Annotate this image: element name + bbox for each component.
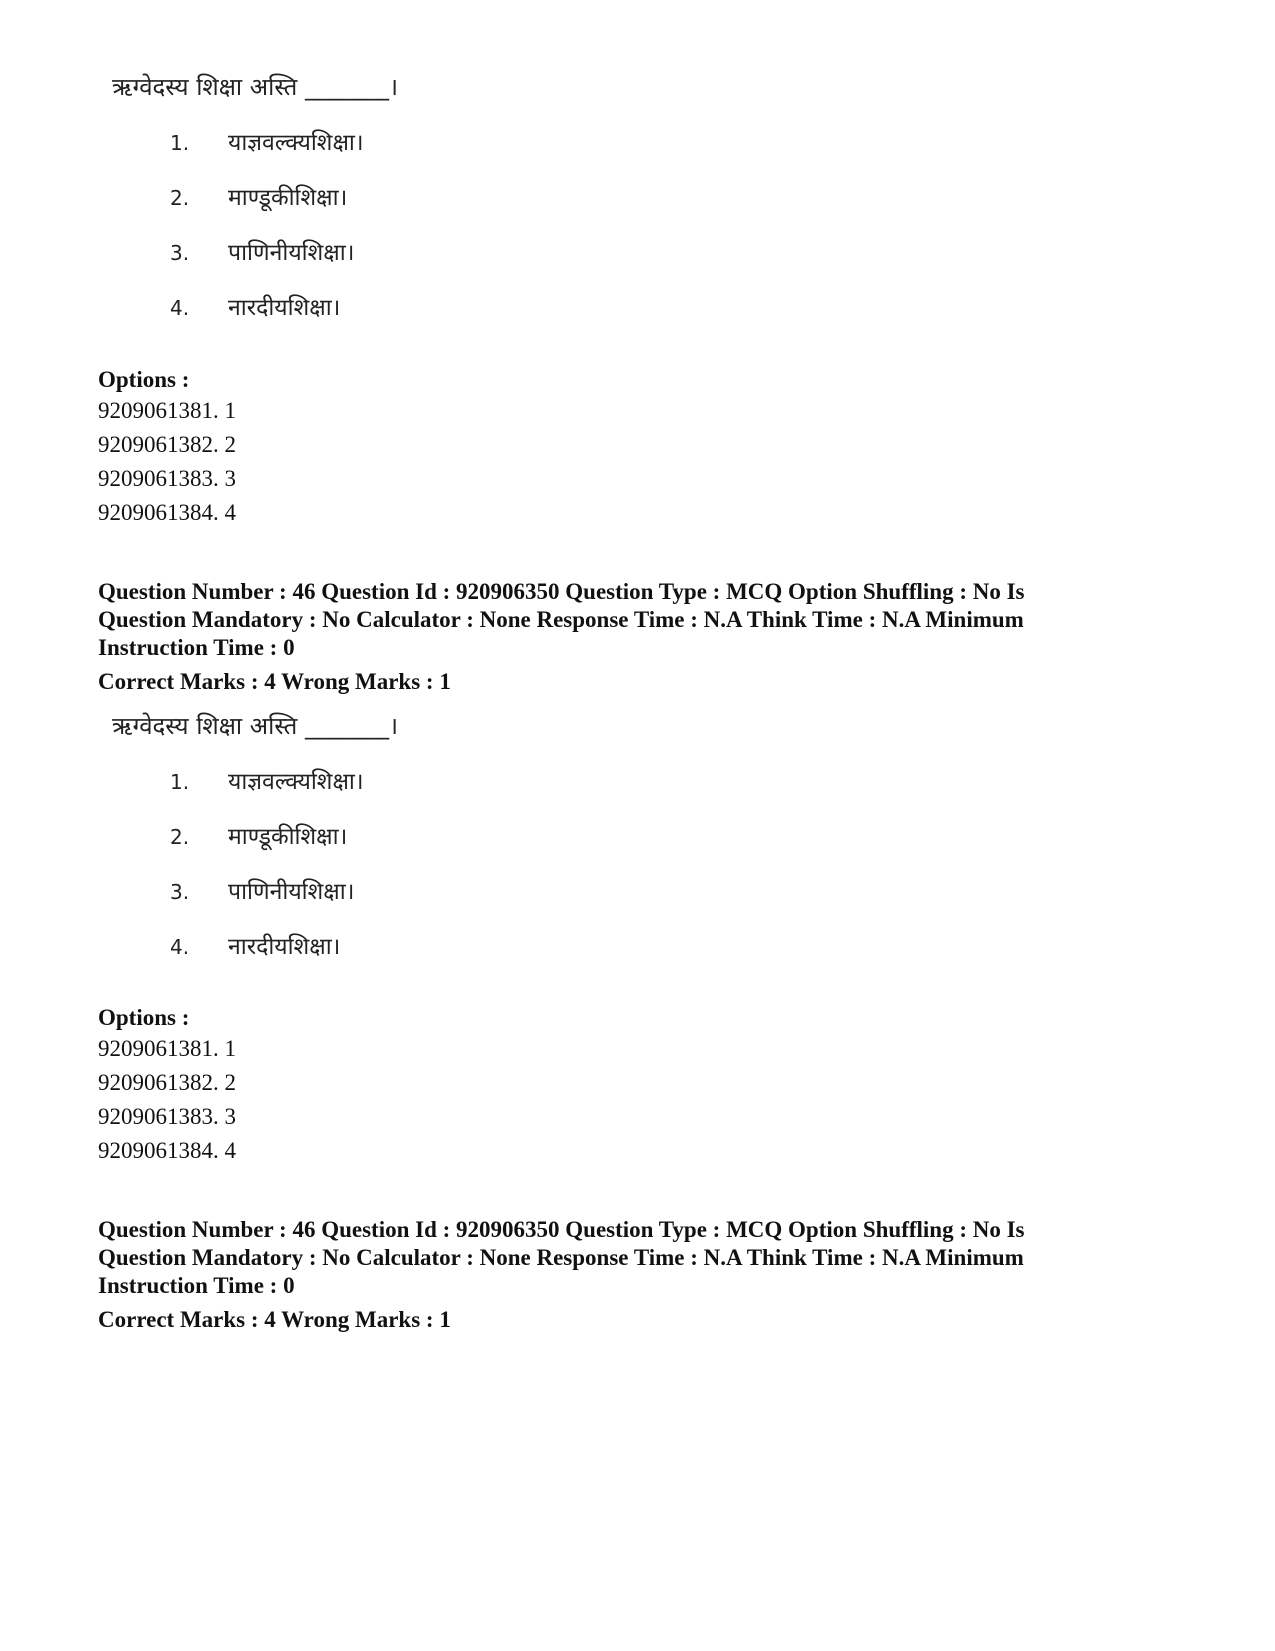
question-meta: Question Number : 46 Question Id : 920906350 Question Type : MCQ Option Shuffling : No Is Question Mandatory : No Calculator : None Response Time : N.A Think Time : N.A Minimum Instruction Time : 0 [98, 579, 1025, 660]
option-item: 9209061383. 3 [98, 466, 236, 491]
choice-item [170, 822, 347, 852]
choice-text: नारदीयशिक्षा। [228, 295, 341, 321]
options-label: Options : [98, 367, 190, 392]
choice-number: 1. [170, 131, 190, 155]
option-item: 9209061381. 1 [98, 398, 236, 423]
choice-text: याज्ञवल्क्यशिक्षा। [228, 769, 364, 795]
option-item: 9209061383. 3 [98, 1104, 236, 1129]
choice-number: 3. [170, 241, 190, 265]
question-image-1 [112, 72, 399, 321]
choice-number: 3. [170, 880, 190, 904]
choice-item [170, 238, 354, 268]
choice-text: पाणिनीयशिक्षा। [228, 240, 355, 266]
question-text: ऋग्वेदस्य शिक्षा अस्ति _______। [112, 712, 399, 740]
option-item: 9209061382. 2 [98, 1070, 236, 1095]
question-image-2 [112, 711, 399, 960]
choice-item [170, 128, 364, 158]
choice-item [170, 932, 340, 962]
options-section-1 [98, 366, 1108, 530]
question-meta: Question Number : 46 Question Id : 920906350 Question Type : MCQ Option Shuffling : No Is Question Mandatory : No Calculator : None Response Time : N.A Think Time : N.A Minimum Instruction Time : 0 [98, 1217, 1025, 1298]
option-item: 9209061384. 4 [98, 1138, 236, 1163]
question-meta-3 [98, 1216, 1108, 1334]
choice-text: माण्डूकीशिक्षा। [228, 185, 348, 211]
choice-item [170, 767, 364, 797]
question-meta-2 [98, 578, 1108, 696]
choice-text: पाणिनीयशिक्षा। [228, 879, 355, 905]
choice-text: नारदीयशिक्षा। [228, 934, 341, 960]
option-item: 9209061381. 1 [98, 1036, 236, 1061]
options-section-2 [98, 1004, 1108, 1168]
choice-number: 2. [170, 186, 190, 210]
question-marks: Correct Marks : 4 Wrong Marks : 1 [98, 1307, 451, 1332]
choice-number: 4. [170, 935, 190, 959]
option-item: 9209061382. 2 [98, 432, 236, 457]
choice-number: 1. [170, 770, 190, 794]
choice-text: माण्डूकीशिक्षा। [228, 824, 348, 850]
choice-text: याज्ञवल्क्यशिक्षा। [228, 130, 364, 156]
question-marks: Correct Marks : 4 Wrong Marks : 1 [98, 669, 451, 694]
choice-item [170, 877, 354, 907]
options-label: Options : [98, 1005, 190, 1030]
choice-item [170, 293, 340, 323]
choice-number: 4. [170, 296, 190, 320]
question-text: ऋग्वेदस्य शिक्षा अस्ति _______। [112, 73, 399, 101]
choice-number: 2. [170, 825, 190, 849]
option-item: 9209061384. 4 [98, 500, 236, 525]
choice-item [170, 183, 347, 213]
